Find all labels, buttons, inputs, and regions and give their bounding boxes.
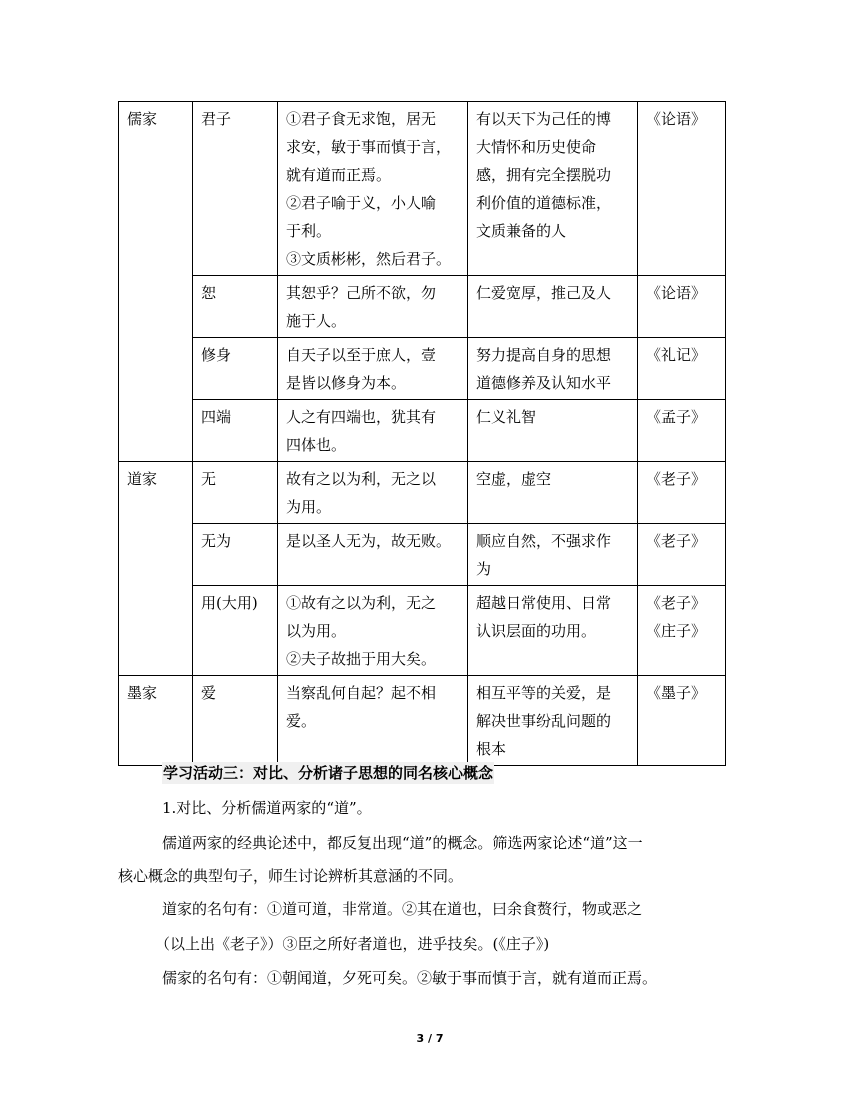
quote-line: 求安，敏于事而慎于言，: [286, 138, 452, 156]
meaning-line: 努力提高自身的思想: [476, 346, 612, 364]
table-row: [119, 276, 726, 338]
concept-cell: [193, 400, 278, 462]
quote-line: 四体也。: [286, 436, 347, 454]
source-cell: [638, 586, 726, 676]
quote-line: 故有之以为利，无之以: [286, 470, 437, 488]
quote-cell: [278, 338, 468, 400]
table-row: [119, 102, 726, 276]
meaning-line: 道德修养及认知水平: [476, 374, 612, 392]
source-cell: [638, 276, 726, 338]
concept-name: 爱: [201, 684, 217, 702]
concept-cell: [193, 524, 278, 586]
table-row: [119, 400, 726, 462]
school-name: 道家: [127, 470, 158, 488]
meaning-cell: [468, 338, 638, 400]
meaning-cell: [468, 524, 638, 586]
source-line: 《老子》: [646, 594, 707, 612]
meaning-line: 大情怀和历史使命: [476, 138, 597, 156]
quote-line: ②君子喻于义，小人喻: [286, 194, 437, 212]
quote-line: 爱。: [286, 712, 317, 730]
source-line: 《论语》: [646, 110, 707, 128]
section-heading: 学习活动三：对比、分析诸子思想的同名核心概念: [163, 764, 494, 782]
quote-line: 就有道而正焉。: [286, 166, 392, 184]
table-row: [119, 676, 726, 766]
item-1: 1.对比、分析儒道两家的“道”。: [162, 799, 372, 817]
quote-cell: [278, 276, 468, 338]
table-row: [119, 586, 726, 676]
meaning-line: 根本: [476, 740, 507, 758]
meaning-line: 仁爱宽厚，推己及人: [476, 284, 612, 302]
school-name: 儒家: [127, 110, 158, 128]
concepts-table-body: [119, 102, 726, 766]
concept-cell: [193, 276, 278, 338]
quote-line: ①君子食无求饱，居无: [286, 110, 437, 128]
source-line: 《庄子》: [646, 622, 707, 640]
source-line: 《老子》: [646, 532, 707, 550]
concept-name: 君子: [201, 110, 232, 128]
concept-name: 四端: [201, 408, 232, 426]
meaning-line: 仁义礼智: [476, 408, 537, 426]
concept-name: 无: [201, 470, 217, 488]
quote-line: 其恕乎？己所不欲，勿: [286, 284, 437, 302]
source-cell: [638, 676, 726, 766]
concept-name: 恕: [201, 284, 217, 302]
meaning-line: 相互平等的关爱，是: [476, 684, 612, 702]
source-line: 《礼记》: [646, 346, 707, 364]
meaning-line: 文质兼备的人: [476, 222, 567, 240]
quote-line: 以为用。: [286, 622, 347, 640]
source-cell: [638, 400, 726, 462]
quote-line: 于利。: [286, 222, 332, 240]
quote-line: 是以圣人无为，故无败。: [286, 532, 452, 550]
paragraph-3-line-1: 儒家的名句有：①朝闻道，夕死可矣。②敏于事而慎于言，就有道而正焉。: [162, 969, 658, 987]
quote-line: 当察乱何自起？起不相: [286, 684, 437, 702]
meaning-cell: [468, 586, 638, 676]
concept-cell: [193, 462, 278, 524]
concepts-table: [118, 101, 726, 766]
quote-cell: [278, 462, 468, 524]
concept-cell: [193, 338, 278, 400]
table-row: [119, 338, 726, 400]
meaning-line: 为: [476, 560, 492, 578]
quote-cell: [278, 400, 468, 462]
meaning-line: 超越日常使用、日常: [476, 594, 612, 612]
school-cell: [119, 462, 193, 676]
school-name: 墨家: [127, 684, 158, 702]
paragraph-1-line-1: 儒道两家的经典论述中，都反复出现“道”的概念。筛选两家论述“道”这一: [162, 834, 643, 852]
meaning-cell: [468, 102, 638, 276]
meaning-line: 解决世事纷乱问题的: [476, 712, 612, 730]
quote-line: ③文质彬彬，然后君子。: [286, 250, 452, 268]
school-cell: [119, 102, 193, 462]
meaning-line: 顺应自然，不强求作: [476, 532, 612, 550]
meaning-line: 认识层面的功用。: [476, 622, 597, 640]
source-cell: [638, 462, 726, 524]
paragraph-2-line-1: 道家的名句有：①道可道，非常道。②其在道也，曰余食赘行，物或恶之: [162, 900, 643, 918]
quote-line: 施于人。: [286, 312, 347, 330]
meaning-cell: [468, 400, 638, 462]
quote-line: ②夫子故拙于用大矣。: [286, 650, 437, 668]
source-cell: [638, 338, 726, 400]
source-cell: [638, 102, 726, 276]
concept-cell: [193, 102, 278, 276]
quote-cell: [278, 586, 468, 676]
concept-name: 无为: [201, 532, 232, 550]
meaning-line: 感，拥有完全摆脱功: [476, 166, 612, 184]
quote-line: 为用。: [286, 498, 332, 516]
meaning-cell: [468, 276, 638, 338]
meaning-line: 利价值的道德标准，: [476, 194, 612, 212]
quote-line: 人之有四端也，犹其有: [286, 408, 437, 426]
source-line: 《墨子》: [646, 684, 707, 702]
quote-cell: [278, 102, 468, 276]
concept-cell: [193, 676, 278, 766]
meaning-cell: [468, 676, 638, 766]
source-line: 《老子》: [646, 470, 707, 488]
meaning-line: 有以天下为己任的博: [476, 110, 612, 128]
source-line: 《孟子》: [646, 408, 707, 426]
table-row: [119, 462, 726, 524]
quote-cell: [278, 676, 468, 766]
quote-cell: [278, 524, 468, 586]
source-cell: [638, 524, 726, 586]
table-row: [119, 524, 726, 586]
meaning-cell: [468, 462, 638, 524]
quote-line: 自天子以至于庶人，壹: [286, 346, 437, 364]
quote-line: 是皆以修身为本。: [286, 374, 407, 392]
source-line: 《论语》: [646, 284, 707, 302]
meaning-line: 空虚，虚空: [476, 470, 552, 488]
paragraph-1-line-2: 核心概念的典型句子，师生讨论辨析其意涵的不同。: [118, 867, 464, 885]
page-number: 3 / 7: [416, 1032, 444, 1045]
quote-line: ①故有之以为利，无之: [286, 594, 437, 612]
concept-name: 用(大用): [201, 594, 258, 612]
concept-name: 修身: [201, 346, 232, 364]
paragraph-2-line-2: （以上出《老子》）③臣之所好者道也，进乎技矣。(《庄子》): [155, 935, 550, 953]
school-cell: [119, 676, 193, 766]
concept-cell: [193, 586, 278, 676]
